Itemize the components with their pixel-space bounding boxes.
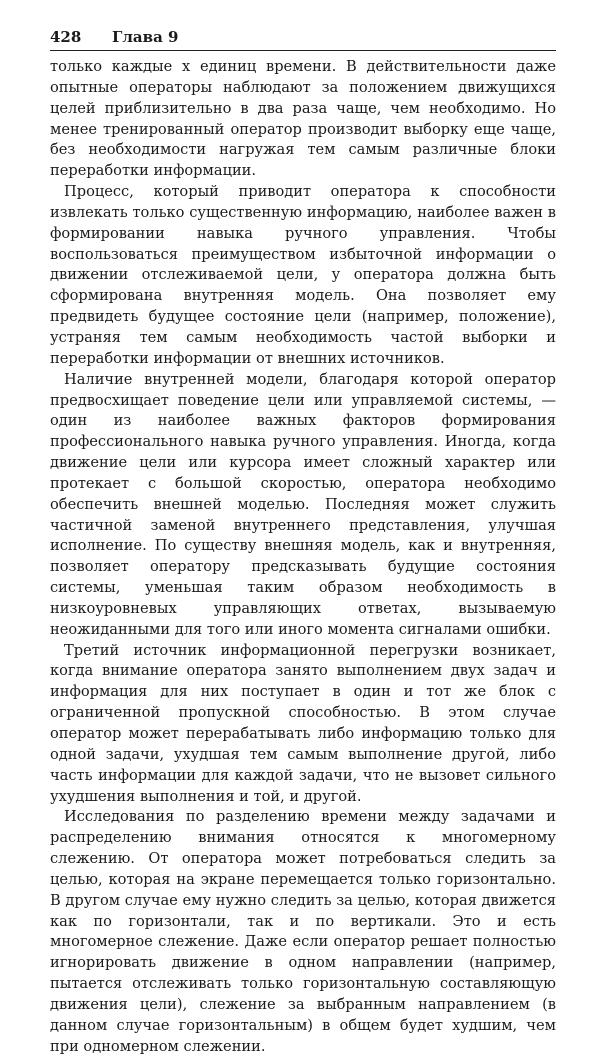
- book-page: [50, 28, 556, 1058]
- running-header: [50, 28, 556, 51]
- paragraph-1: только каждые x единиц времени. В действительности даже опытные операторы наблюдают за положением движущихся целей приблизительно в два раза чаще, чем необходимо. Но менее тренированный оператор производит выборку еще чаще, без необходимости нагружая тем самым различные блоки переработки информации.: [50, 58, 556, 180]
- page-number: 428: [50, 28, 82, 46]
- paragraph-4: Третий источник информационной перегрузки возникает, когда внимание оператора занято выполнением двух задач и информация для них поступает в один и тот же блок с ограниченной пропускной способностью. В этом случае оператор может перерабатывать либо информацию только для одной задачи, ухудшая тем самым выполнение другой, либо часть информации для каждой задачи, что не вызовет сильного ухудшения выполнения и той, и другой.: [50, 641, 556, 805]
- paragraph-5: Исследования по разделению времени между задачами и распределению внимания относятся к многомерному слежению. От оператора может потребоваться следить за целью, которая на экране перемещается только горизонтально. В другом случае ему нужно следить за целью, которая движется как по горизонтали, так и по вертикали. Это и есть многомерное слежение. Даже если оператор решает полностью игнорировать движение в одном направлении (например, пытается отслеживать только горизонтальную составляющую движения цели), слежение за выбранным направлением (в данном случае горизонтальным) в общем будет худшим, чем при одномерном слежении.: [50, 808, 556, 1055]
- chapter-title: Глава 9: [112, 28, 179, 46]
- paragraph-2: Процесс, который приводит оператора к способности извлекать только существенную информацию, наиболее важен в формировании навыка ручного управления. Чтобы воспользоваться преимуществом избыточной информации о движении отслеживаемой цели, у оператора должна быть сформирована внутренняя модель. Она позволяет ему предвидеть будущее состояние цели (например, положение), устраняя тем самым необходимость частой выборки и переработки информации от внешних источников.: [50, 183, 556, 367]
- paragraph-3: Наличие внутренней модели, благодаря которой оператор предвосхищает поведение цели или управляемой системы, — один из наиболее важных факторов формирования профессионального навыка ручного управления. Иногда, когда движение цели или курсора имеет сложный характер или протекает с большой скоростью, оператора необходимо обеспечить внешней моделью. Последняя может служить частичной заменой внутреннего представления, улучшая исполнение. По существу внешняя модель, как и внутренняя, позволяет оператору предсказывать будущие состояния системы, уменьшая таким образом необходимость в низкоуровневых управляющих ответах, вызываемую неожиданными для того или иного момента сигналами ошибки.: [50, 370, 556, 638]
